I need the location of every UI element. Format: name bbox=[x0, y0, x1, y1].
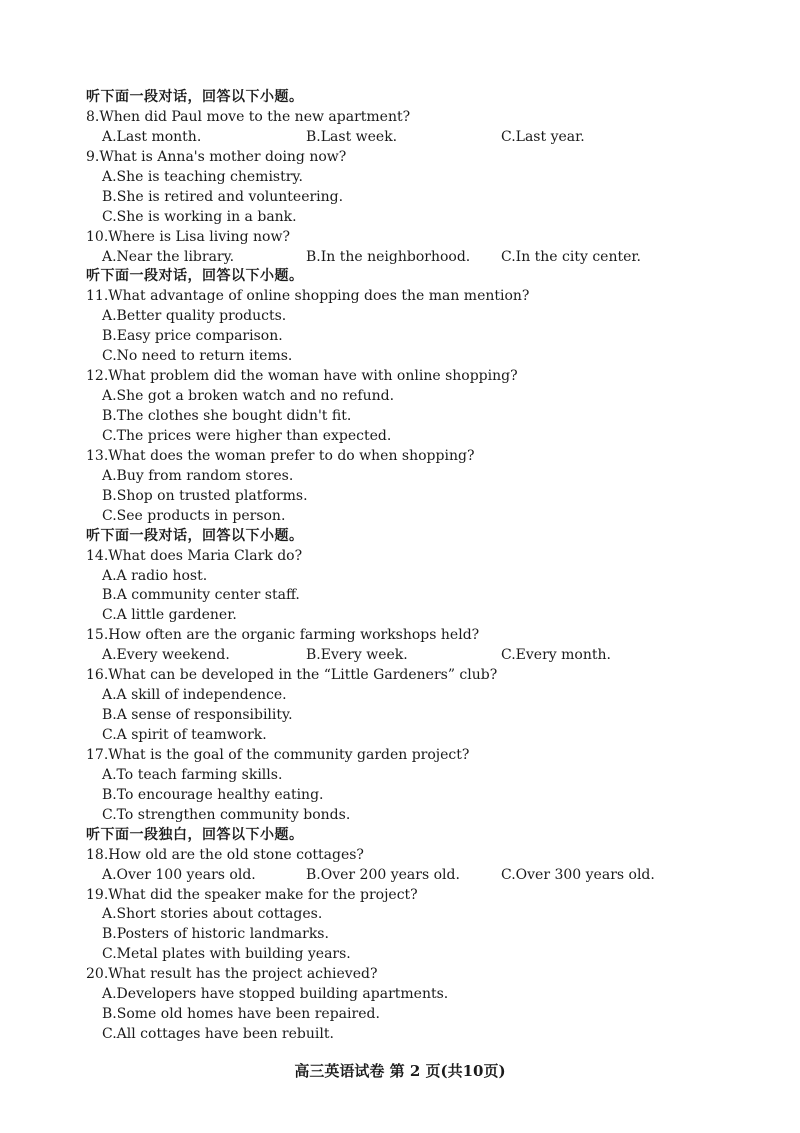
option-b: B.Last week. bbox=[306, 128, 398, 145]
page-footer: 高三英语试卷 第 2 页(共10页) bbox=[294, 1062, 506, 1080]
options-8 bbox=[86, 128, 736, 148]
option-b: B.A community center staff. bbox=[102, 587, 300, 604]
question-20: 20.What result has the project achieved? bbox=[86, 966, 378, 983]
option-b: B.To encourage healthy eating. bbox=[102, 786, 324, 803]
option-a: A.Buy from random stores. bbox=[102, 467, 294, 484]
question-12: 12.What problem did the woman have with online shopping? bbox=[86, 368, 518, 385]
option-b: B.She is retired and volunteering. bbox=[102, 188, 344, 205]
option-a: A.To teach farming skills. bbox=[102, 766, 283, 783]
option-c: C.Over 300 years old. bbox=[501, 866, 655, 883]
option-b: B.Shop on trusted platforms. bbox=[102, 487, 308, 504]
option-b: B.Posters of historic landmarks. bbox=[102, 926, 329, 943]
option-c: C.In the city center. bbox=[501, 248, 641, 265]
option-b: B.A sense of responsibility. bbox=[102, 707, 293, 724]
option-c: C.Last year. bbox=[501, 128, 585, 145]
question-13: 13.What does the woman prefer to do when shopping? bbox=[86, 447, 475, 464]
option-c: C.A spirit of teamwork. bbox=[102, 727, 267, 743]
option-b: B.In the neighborhood. bbox=[306, 248, 471, 265]
section-heading: 听下面一段对话，回答以下小题。 bbox=[86, 527, 304, 544]
option-c: C.To strengthen community bonds. bbox=[102, 806, 351, 823]
question-14: 14.What does Maria Clark do? bbox=[86, 547, 303, 564]
option-b: B.Every week. bbox=[306, 647, 408, 664]
question-17: 17.What is the goal of the community garden project? bbox=[86, 746, 470, 763]
option-b: B.Some old homes have been repaired. bbox=[102, 1006, 380, 1023]
options-18 bbox=[86, 866, 736, 886]
option-a: A.A skill of independence. bbox=[102, 687, 287, 704]
option-a: A.Short stories about cottages. bbox=[102, 906, 323, 923]
option-c: C.See products in person. bbox=[102, 507, 286, 524]
options-15 bbox=[86, 646, 736, 666]
option-c: C.No need to return items. bbox=[102, 348, 293, 365]
option-a: A.Last month. bbox=[102, 128, 202, 145]
section-heading: 听下面一段独白，回答以下小题。 bbox=[86, 826, 304, 843]
question-19: 19.What did the speaker make for the project? bbox=[86, 886, 418, 903]
option-c: C.A little gardener. bbox=[102, 607, 237, 624]
option-b: B.The clothes she bought didn't fit. bbox=[102, 408, 352, 424]
option-a: A.Better quality products. bbox=[102, 308, 287, 325]
question-8: 8.When did Paul move to the new apartment? bbox=[86, 108, 411, 125]
question-9: 9.What is Anna's mother doing now? bbox=[86, 148, 347, 165]
option-a: A.She got a broken watch and no refund. bbox=[102, 388, 395, 405]
section-heading: 听下面一段对话，回答以下小题。 bbox=[86, 268, 304, 285]
option-c: C.Metal plates with building years. bbox=[102, 946, 351, 963]
question-list bbox=[86, 88, 736, 1045]
option-b: B.Over 200 years old. bbox=[306, 866, 460, 883]
option-c: C.Every month. bbox=[501, 647, 611, 664]
question-18: 18.How old are the old stone cottages? bbox=[86, 846, 364, 863]
option-b: B.Easy price comparison. bbox=[102, 328, 283, 345]
option-a: A.Every weekend. bbox=[102, 647, 230, 664]
option-a: A.Developers have stopped building apartments. bbox=[102, 986, 449, 1003]
option-a: A.Over 100 years old. bbox=[102, 866, 256, 883]
option-c: C.She is working in a bank. bbox=[102, 208, 297, 225]
option-c: C.All cottages have been rebuilt. bbox=[102, 1026, 334, 1043]
question-11: 11.What advantage of online shopping does the man mention? bbox=[86, 288, 530, 305]
question-15: 15.How often are the organic farming workshops held? bbox=[86, 627, 480, 644]
question-16: 16.What can be developed in the “Little Gardeners” club? bbox=[86, 667, 498, 684]
options-10 bbox=[86, 248, 736, 268]
option-a: A.Near the library. bbox=[102, 248, 235, 265]
section-heading: 听下面一段对话，回答以下小题。 bbox=[86, 89, 304, 105]
question-10: 10.Where is Lisa living now? bbox=[86, 228, 290, 245]
option-c: C.The prices were higher than expected. bbox=[102, 427, 392, 444]
option-a: A.She is teaching chemistry. bbox=[102, 168, 303, 185]
option-a: A.A radio host. bbox=[102, 567, 208, 584]
